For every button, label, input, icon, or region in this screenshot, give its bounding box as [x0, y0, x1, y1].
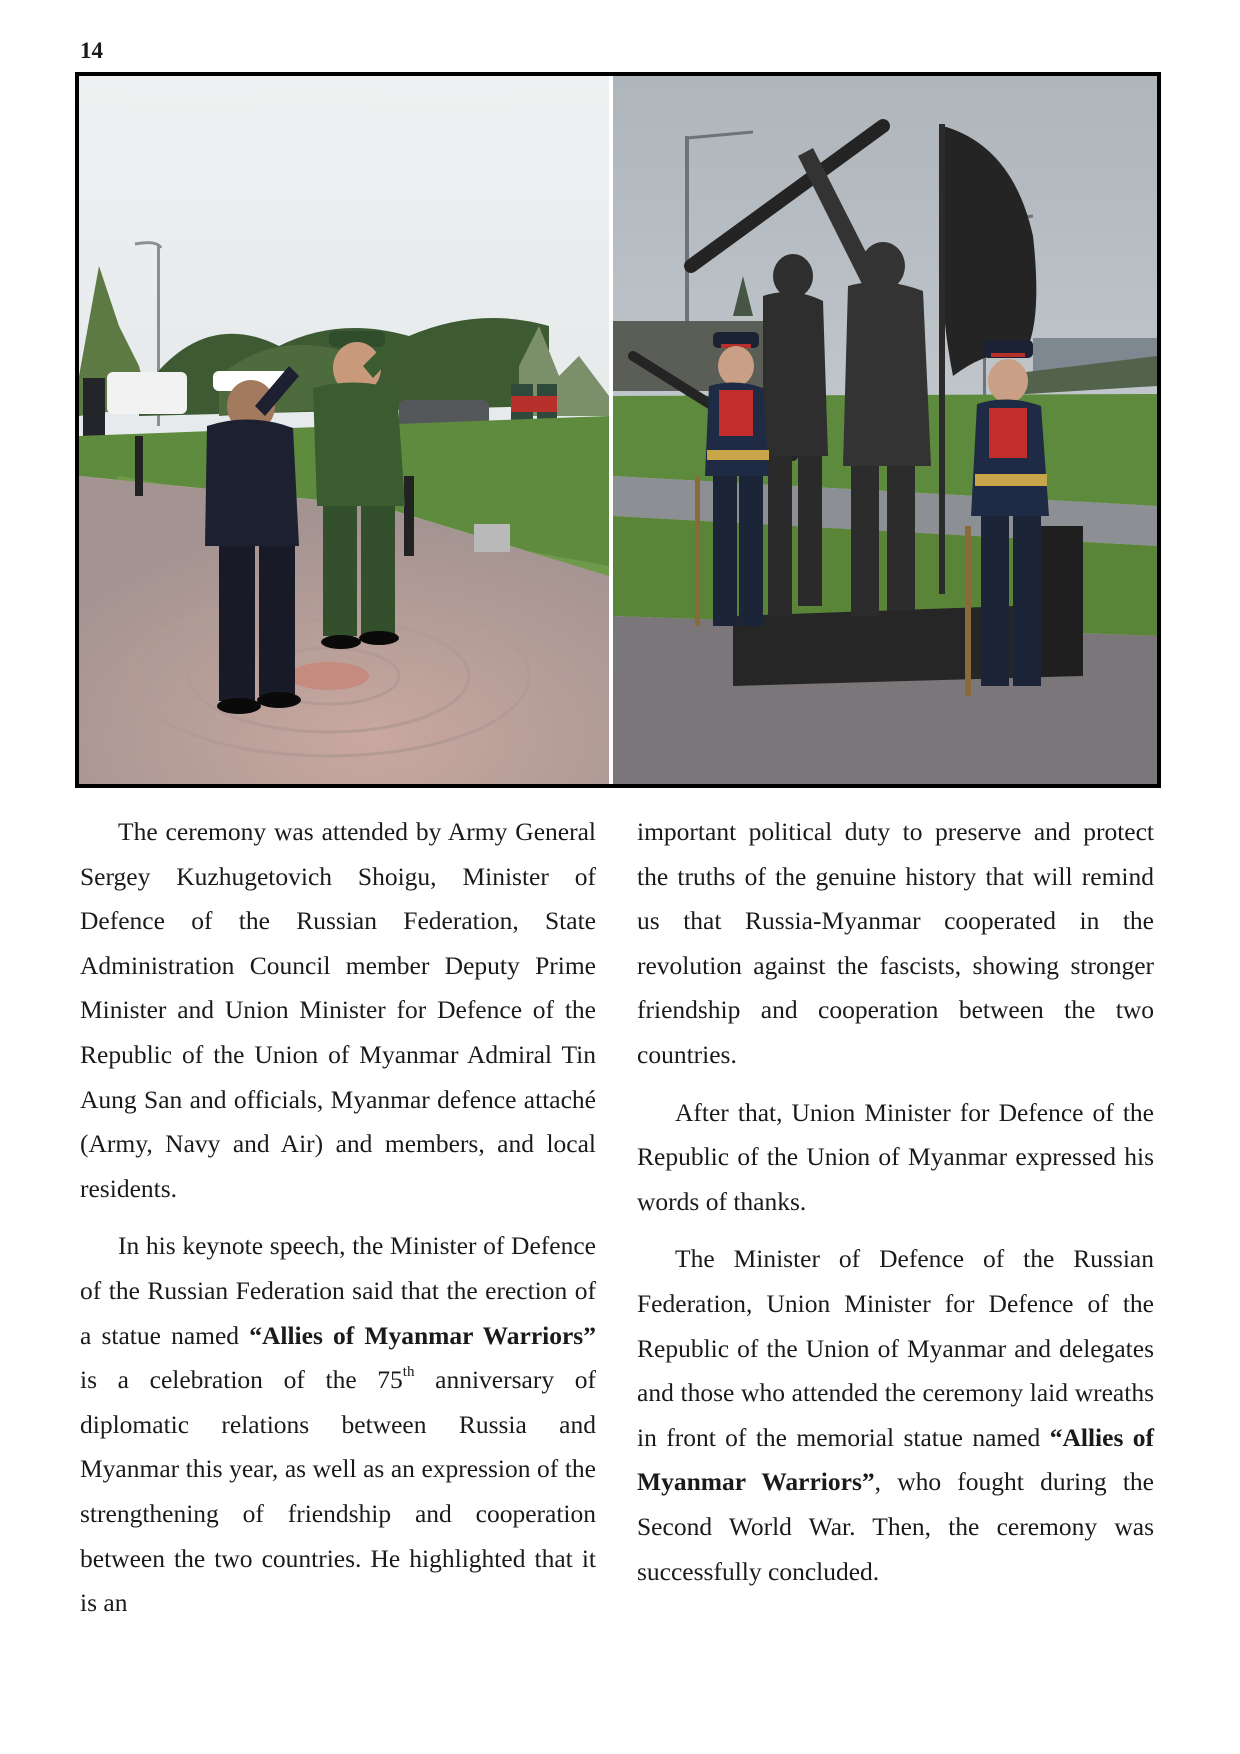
paragraph-5-text-end: , who fought during the Second World War. Then, the ceremony was successfully concluded. [637, 1467, 1154, 1586]
article-paragraph-2 [80, 1224, 596, 1625]
article-paragraph-3: important political duty to preserve and protect the truths of the genuine history that will remind us that Russia-Myanmar cooperated in the revolution against the fascists, showing stronger friendship and cooperation between the two countries. [637, 817, 1154, 1069]
article-paragraph-1: The ceremony was attended by Army General Sergey Kuzhugetovich Shoigu, Minister of Defence of the Russian Federation, State Administration Council member Deputy Prime Minister and Union Minister for Defence of the Republic of the Union of Myanmar Admiral Tin Aung San and officials, Myanmar defence attaché (Army, Navy and Air) and members, and local residents. [80, 817, 596, 1203]
paragraph-2-text-start: In his keynote speech, the Minister of Defence of the Russian Federation said that the erection of a statue named [80, 1231, 596, 1350]
photo-frame [75, 72, 1161, 788]
page-number: 14 [80, 38, 103, 63]
photo-allies-statue-honor-guard [613, 76, 1157, 784]
statue-name-bold: “Allies of Myanmar Warriors” [249, 1320, 596, 1350]
paragraph-2-text-end: anniversary of diplomatic relations between Russia and Myanmar this year, as well as an expression of the strengthening of friendship and cooperation between the two countries. He highlighted that it is an [80, 1365, 596, 1618]
statue-name-bold: “Allies of Myanmar Warriors” [637, 1422, 1154, 1497]
article-column-left [80, 810, 596, 1639]
article-paragraph-4: After that, Union Minister for Defence of the Republic of the Union of Myanmar expressed his words of thanks. [637, 1097, 1154, 1216]
ordinal-superscript: th [402, 1363, 415, 1380]
paragraph-5-text-start: The Minister of Defence of the Russian Federation, Union Minister for Defence of the Republic of the Union of Myanmar and delegates and those who attended the ceremony laid wreaths in front of the memorial statue named [637, 1244, 1154, 1452]
article-paragraph-5 [637, 1237, 1154, 1594]
article-column-right [637, 810, 1154, 1607]
photo-salute-ceremony [79, 76, 609, 784]
paragraph-2-text-middle: is a celebration of the 75 [80, 1365, 403, 1395]
